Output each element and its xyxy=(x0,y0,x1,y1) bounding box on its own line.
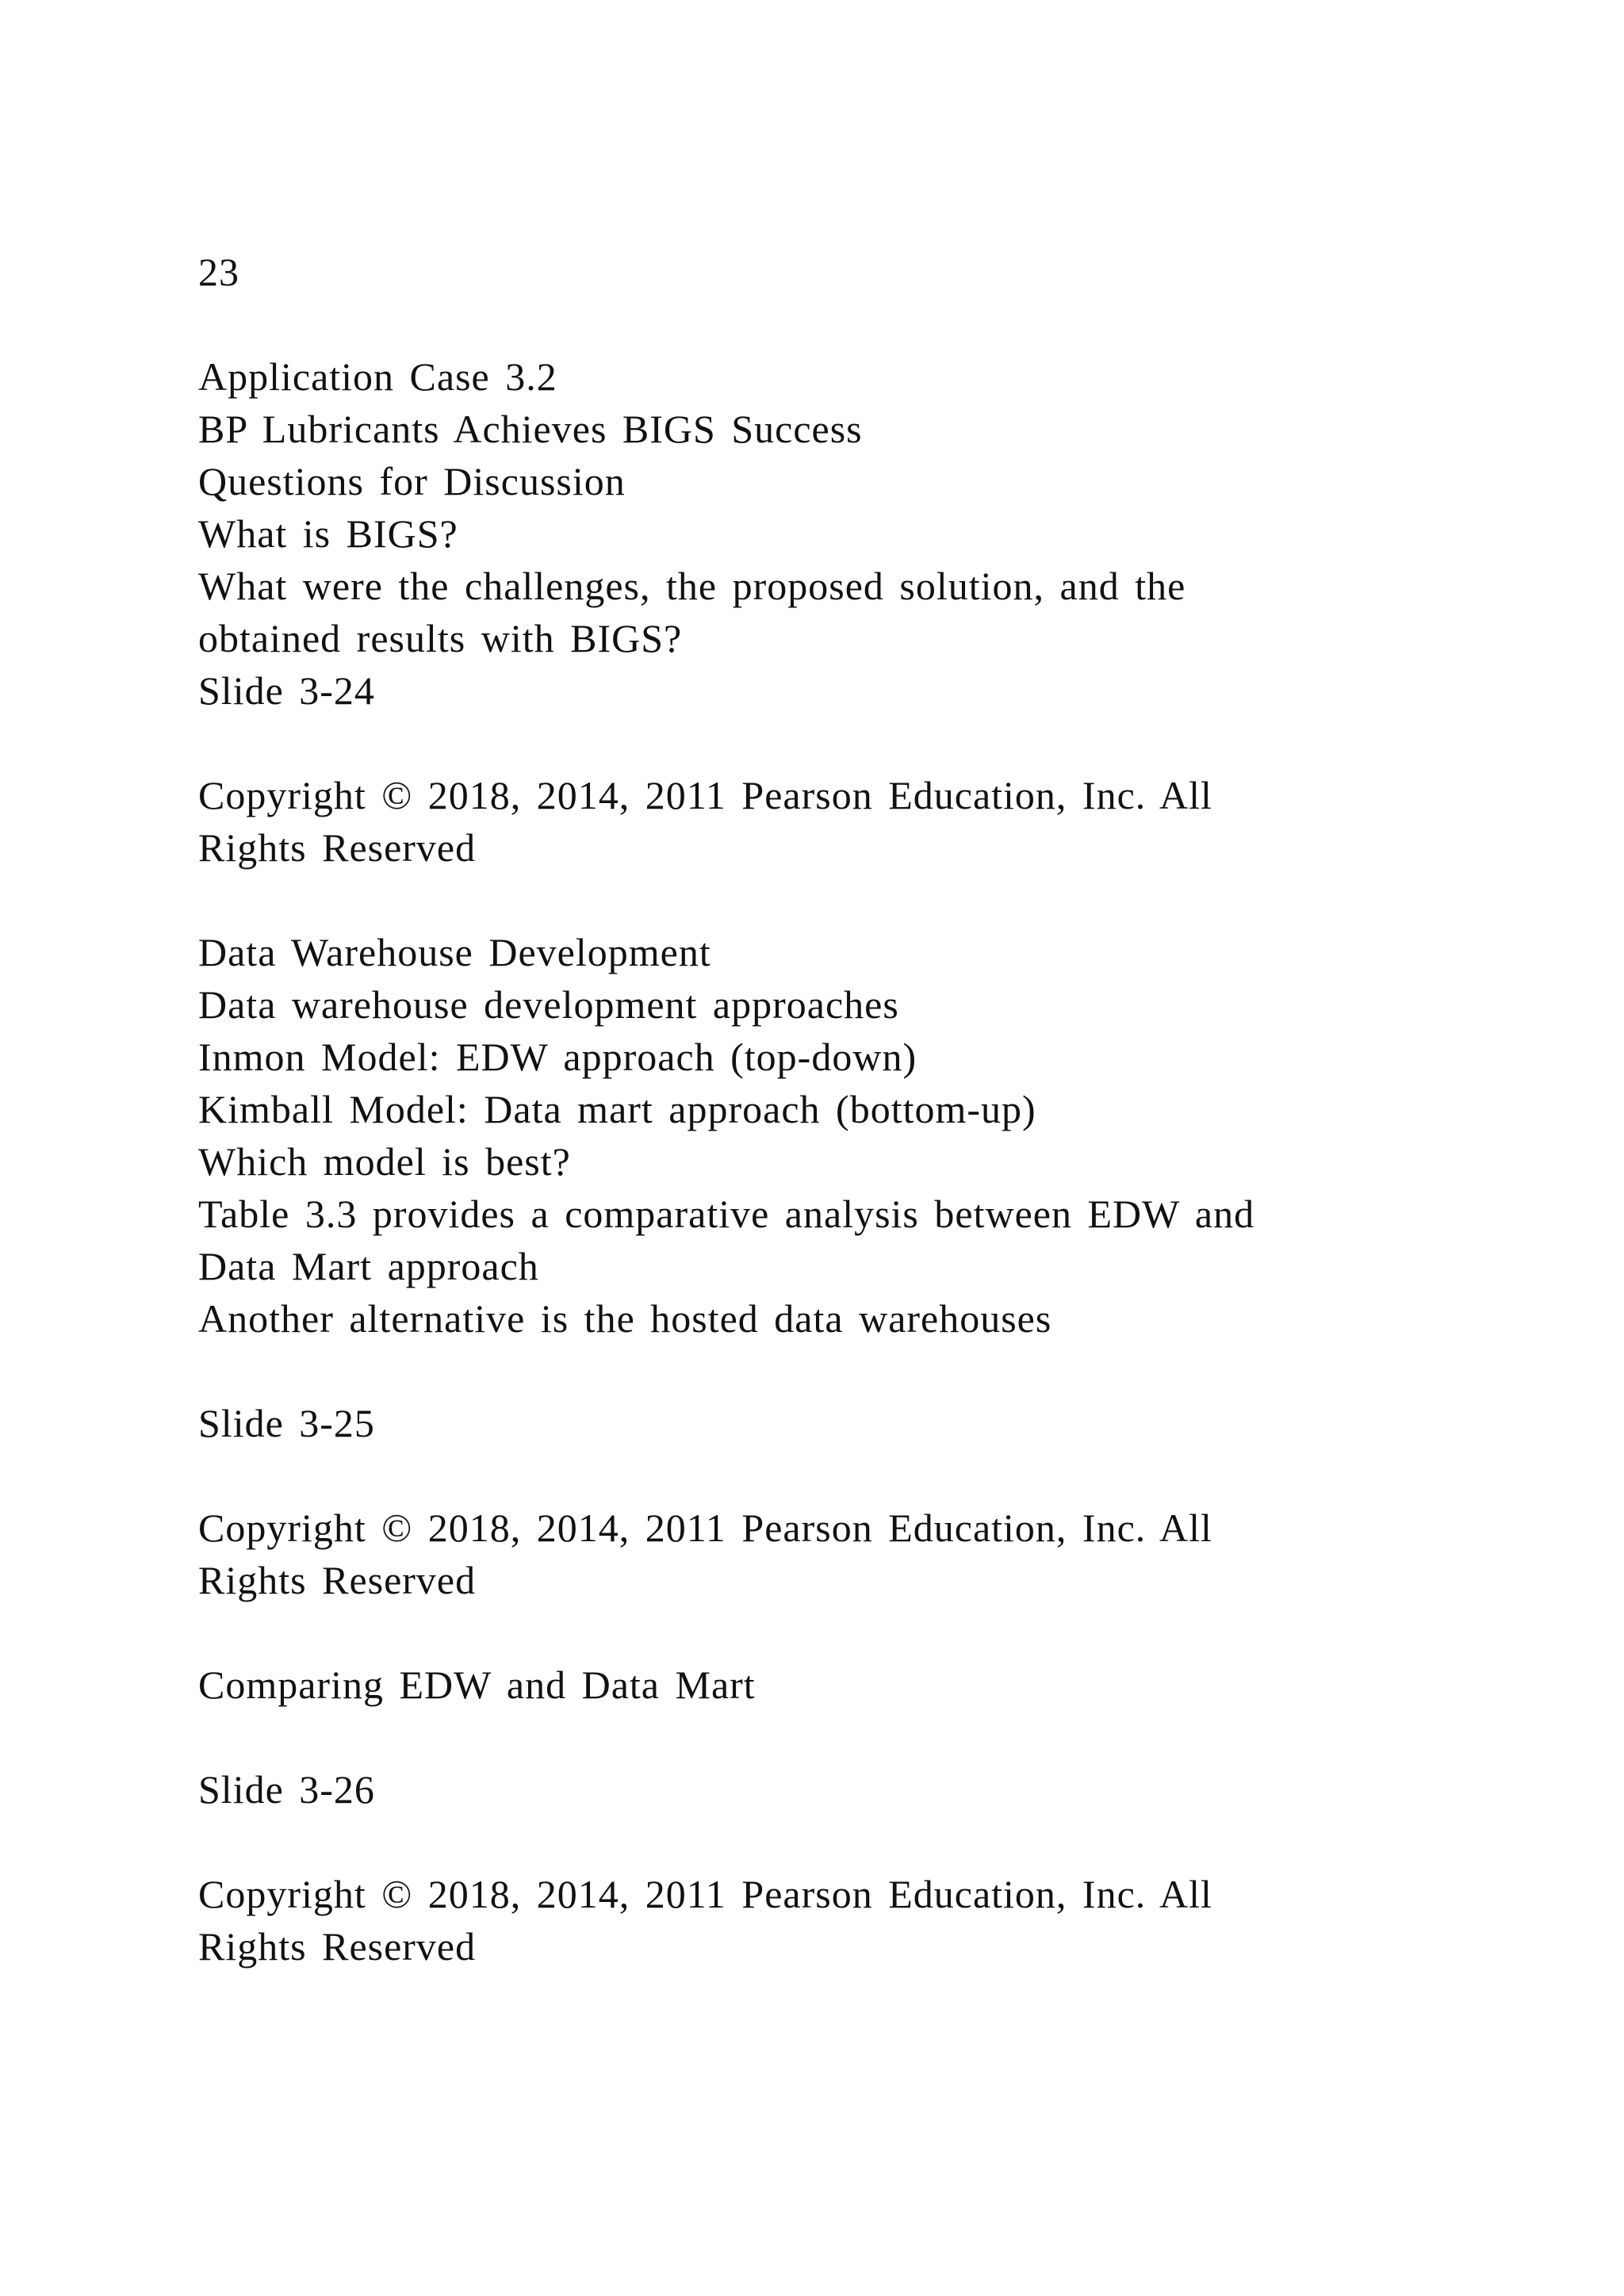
case-title: Application Case 3.2 xyxy=(198,354,557,399)
slide-label: Slide 3-26 xyxy=(198,1767,375,1812)
body-line: Another alternative is the hosted data warehouses xyxy=(198,1296,1052,1341)
section-heading: Data Warehouse Development xyxy=(198,930,711,974)
spacer xyxy=(198,1606,1562,1659)
spacer xyxy=(198,1345,1562,1397)
body-line: Data Mart approach xyxy=(198,1244,539,1288)
copyright-line: Rights Reserved xyxy=(198,825,477,870)
copyright-line: Copyright © 2018, 2014, 2011 Pearson Education, Inc. All xyxy=(198,1506,1212,1550)
slide-label: Slide 3-25 xyxy=(198,1401,375,1445)
case-subtitle: BP Lubricants Achieves BIGS Success xyxy=(198,407,863,451)
spacer xyxy=(198,717,1562,769)
document-text xyxy=(198,246,1562,1973)
body-line: Kimball Model: Data mart approach (bottom-up) xyxy=(198,1087,1036,1131)
question-line: What is BIGS? xyxy=(198,511,458,556)
spacer xyxy=(198,874,1562,926)
question-line: obtained results with BIGS? xyxy=(198,616,683,660)
body-line: Table 3.3 provides a comparative analysis between EDW and xyxy=(198,1192,1255,1236)
discussion-heading: Questions for Discussion xyxy=(198,459,626,503)
copyright-line: Rights Reserved xyxy=(198,1924,477,1969)
spacer xyxy=(198,298,1562,350)
body-line: Which model is best? xyxy=(198,1139,571,1184)
page-number: 23 xyxy=(198,250,239,294)
question-line: What were the challenges, the proposed solution, and the xyxy=(198,564,1186,608)
spacer xyxy=(198,1449,1562,1502)
copyright-line: Rights Reserved xyxy=(198,1558,477,1602)
body-line: Data warehouse development approaches xyxy=(198,982,899,1027)
body-line: Inmon Model: EDW approach (top-down) xyxy=(198,1035,917,1079)
slide-label: Slide 3-24 xyxy=(198,668,375,713)
copyright-line: Copyright © 2018, 2014, 2011 Pearson Education, Inc. All xyxy=(198,773,1212,817)
spacer xyxy=(198,1816,1562,1868)
section-heading: Comparing EDW and Data Mart xyxy=(198,1663,756,1707)
copyright-line: Copyright © 2018, 2014, 2011 Pearson Education, Inc. All xyxy=(198,1872,1212,1916)
spacer xyxy=(198,1711,1562,1763)
